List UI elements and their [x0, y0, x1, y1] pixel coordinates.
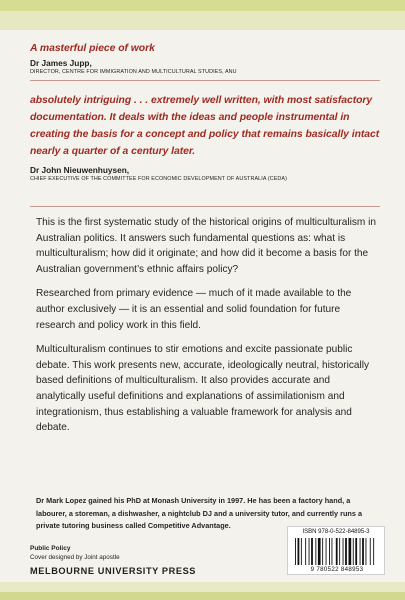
isbn-digits: 9 780522 848953	[310, 566, 364, 573]
top-green-stripe	[0, 0, 405, 11]
barcode-icon	[295, 538, 379, 565]
quote-1-block	[30, 40, 375, 76]
divider-2	[30, 206, 380, 207]
quote-2-name: Dr John Nieuwenhuysen,	[30, 165, 130, 175]
quote-2-role: CHIEF EXECUTIVE OF THE COMMITTEE FOR ECONOMIC DEVELOPMENT OF AUSTRALIA (CEDA)	[30, 176, 287, 182]
quote-2-text: absolutely intriguing . . . extremely well written, with most satisfactory documentation. It deals with the ideas and people instrumental in creating the basis for a concept and policy that remains basically intact nearly a quarter of a century later.	[30, 95, 380, 157]
quote-1-name: Dr James Jupp,	[30, 58, 92, 68]
author-bio: Dr Mark Lopez gained his PhD at Monash University in 1997. He has been a factory hand, a labourer, a storeman, a dishwasher, a nightclub DJ and a university tutor, and currently runs a private tutoring business called Competitive Advantage.	[36, 496, 363, 530]
category-label: Public Policy	[30, 545, 71, 552]
blurb-paragraph-2: Researched from primary evidence — much of it made available to the author exclusively — it is an essential and solid foundation for future research and policy work in this field.	[36, 288, 352, 331]
bottom-color-band	[0, 582, 405, 600]
publisher-name: MELBOURNE UNIVERSITY PRESS	[30, 566, 197, 576]
quote-1-role: DIRECTOR, CENTRE FOR IMMIGRATION AND MULTICULTURAL STUDIES, ANU	[30, 69, 237, 75]
blurb	[36, 215, 376, 445]
divider-1	[30, 80, 380, 81]
blurb-paragraph-3: Multiculturalism continues to stir emotions and excite passionate public debate. This work presents new, accurate, ideologically neutral, historically based definitions of multiculturalism. It also provides accurate and analytically useful definitions and explanations of assimilationism and integrationism, thus establishing a valuable framework for analysis and debate.	[36, 344, 370, 434]
isbn-label: ISBN 978-0-522-84895-3	[302, 529, 370, 535]
top-color-band	[0, 0, 405, 30]
cover-credit: Cover designed by Joint apostle	[30, 554, 120, 561]
bottom-green-stripe	[0, 592, 405, 600]
blurb-paragraph-1: This is the first systematic study of the historical origins of multiculturalism in Australian politics. It answers such fundamental questions as: what is multiculturalism; how did it originate; and how did it become a basis for the Australian government’s ethnic affairs policy?	[36, 217, 376, 275]
quote-2-block	[30, 92, 380, 183]
quote-1-text: A masterful piece of work	[30, 43, 155, 54]
footer	[30, 545, 280, 576]
isbn-barcode	[287, 526, 385, 575]
